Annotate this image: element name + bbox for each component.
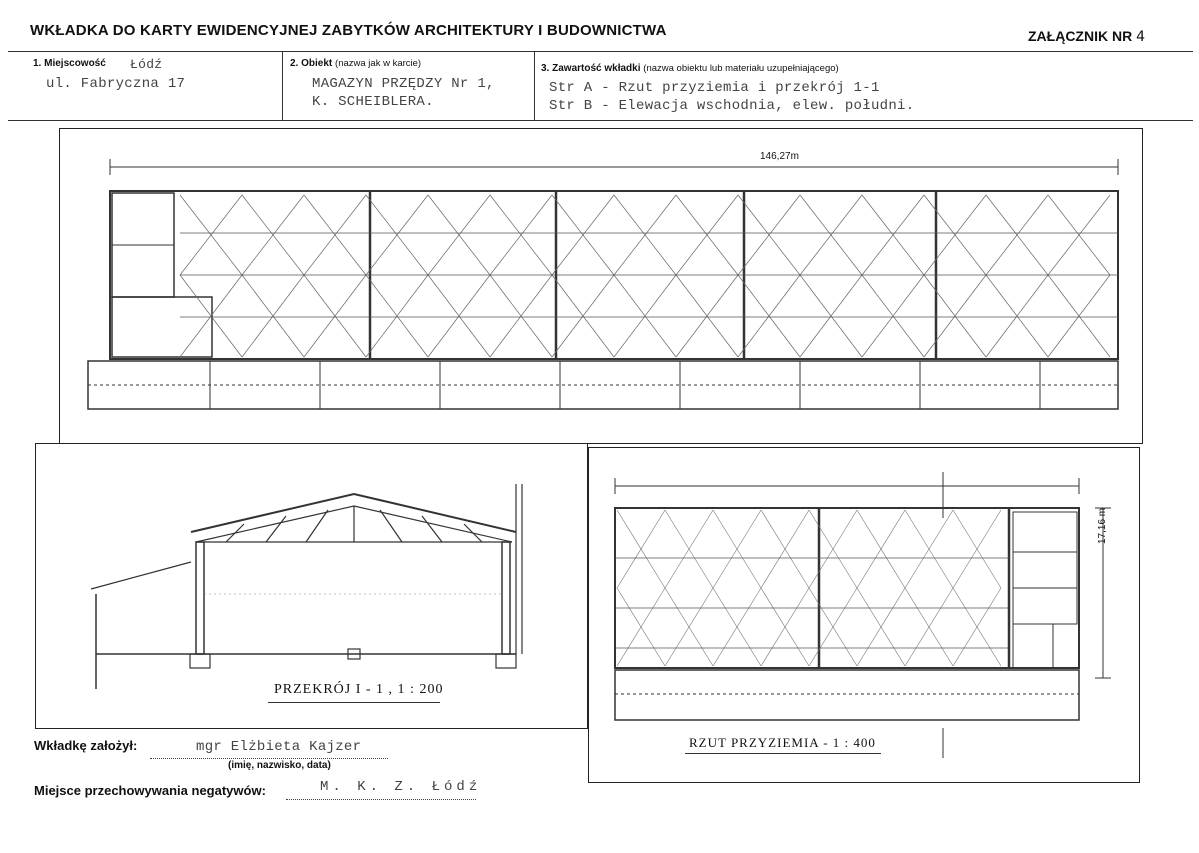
author-value: mgr Elżbieta Kajzer	[196, 739, 362, 755]
field-divider-1	[282, 51, 283, 120]
contents-label-text: 3. Zawartość wkładki	[541, 63, 641, 74]
section-caption-underline	[268, 702, 440, 703]
locality-city: Łódź	[130, 57, 163, 72]
locality-street: ul. Fabryczna 17	[46, 76, 186, 92]
locality-label: 1. Miejscowość	[33, 58, 106, 69]
object-label	[290, 58, 421, 69]
plan-caption: RZUT PRZYZIEMIA - 1 : 400	[689, 735, 876, 750]
ground-plan-svg	[589, 448, 1139, 782]
section-caption: PRZEKRÓJ I - 1 , 1 : 200	[274, 682, 444, 697]
storage-dotted-line	[286, 799, 476, 800]
storage-label: Miejsce przechowywania negatywów:	[34, 783, 266, 798]
plan-caption-underline	[685, 753, 881, 754]
contents-value-line2: Str B - Elewacja wschodnia, elew. południ.	[549, 98, 915, 114]
section-drawing-panel	[35, 443, 588, 729]
object-value-line1: MAGAZYN PRZĘDZY Nr 1,	[312, 76, 495, 92]
contents-value-line1: Str A - Rzut przyziemia i przekrój 1-1	[549, 80, 880, 96]
object-label-text: 2. Obiekt	[290, 58, 333, 69]
field-divider-2	[534, 51, 535, 120]
annex-number: 4	[1136, 29, 1146, 45]
fields-rule	[8, 120, 1193, 121]
object-value-line2: K. SCHEIBLERA.	[312, 94, 434, 110]
plan-drawing-panel	[59, 128, 1143, 444]
object-label-note: (nazwa jak w karcie)	[335, 58, 422, 69]
contents-label-note: (nazwa obiektu lub materiału uzupełniającego)	[643, 63, 839, 74]
long-plan-svg	[60, 129, 1142, 443]
form-title: WKŁADKA DO KARTY EWIDENCYJNEJ ZABYTKÓW ARCHITEKTURY I BUDOWNICTWA	[30, 22, 667, 39]
header-rule	[8, 51, 1193, 52]
ground-plan-panel	[588, 447, 1140, 783]
plan-dimension-label: 146,27m	[760, 151, 799, 162]
author-dotted-line	[150, 758, 388, 759]
annex-label	[1028, 28, 1145, 45]
storage-value: M. K. Z. Łódź	[320, 779, 482, 795]
author-label: Wkładkę założył:	[34, 738, 138, 753]
contents-label	[541, 63, 839, 74]
annex-label-text: ZAŁĄCZNIK NR	[1028, 28, 1133, 44]
author-hint: (imię, nazwisko, data)	[228, 760, 331, 771]
plan-height-dimension: 17,16 m	[1097, 507, 1108, 544]
